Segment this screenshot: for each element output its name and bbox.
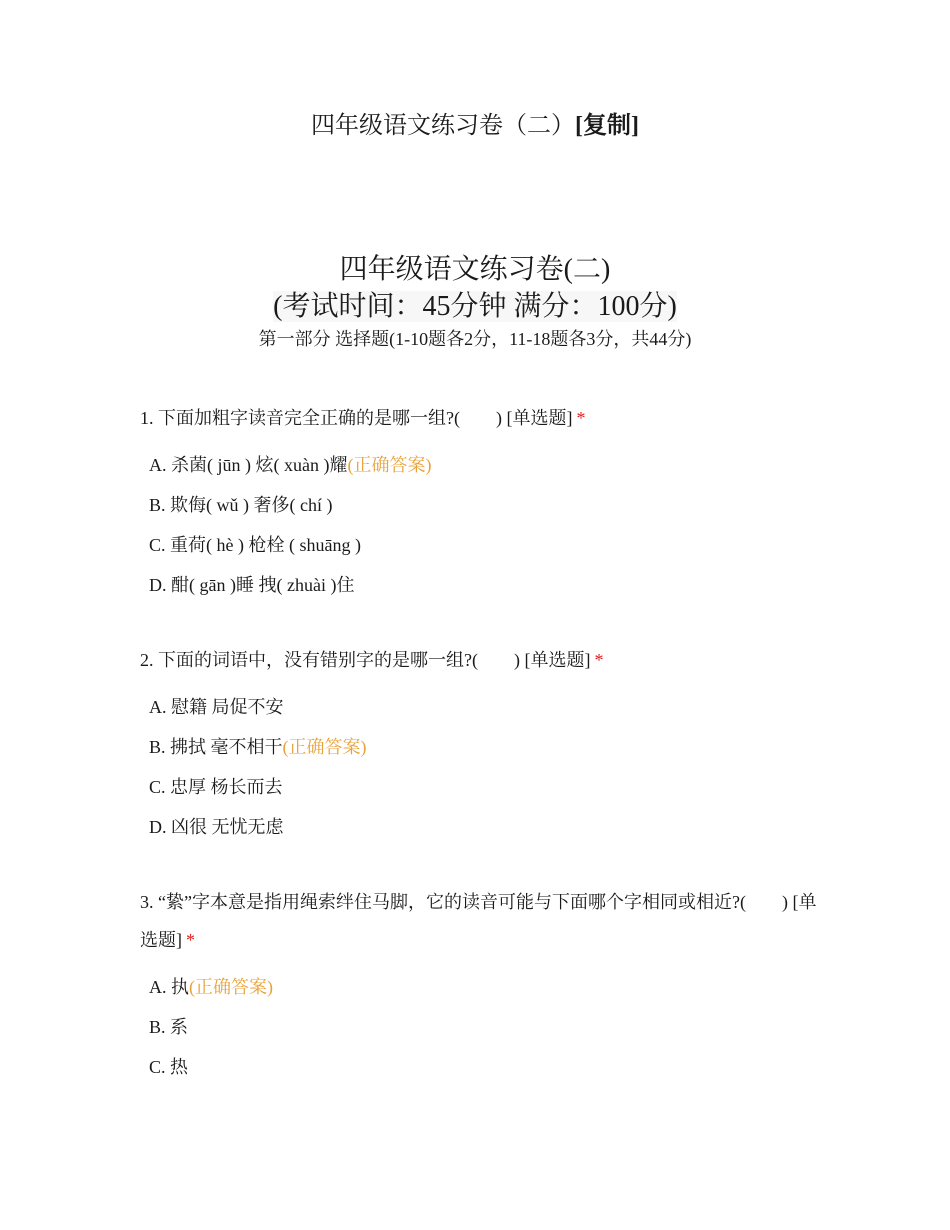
question-stem (140, 399, 820, 437)
required-mark: * (186, 930, 195, 950)
required-mark: * (576, 408, 586, 428)
question-2 (140, 641, 820, 847)
question-text: 1. 下面加粗字读音完全正确的是哪一组?( ) (140, 408, 502, 428)
question-1 (140, 399, 820, 605)
question-text: 2. 下面的词语中，没有错别字的是哪一组?( ) (140, 650, 520, 670)
option-text: C. 热 (149, 1057, 189, 1077)
option-text: A. 杀菌( jūn ) 炫( xuàn )耀 (149, 455, 348, 475)
question-type-label: [单选题] (524, 650, 591, 670)
exam-title: 四年级语文练习卷(二) (339, 254, 611, 285)
required-mark: * (594, 650, 604, 670)
correct-answer-tag: (正确答案) (189, 977, 273, 997)
option-list (140, 445, 820, 605)
option-c[interactable] (149, 767, 820, 807)
option-text: A. 慰籍 局促不安 (149, 697, 284, 717)
exam-subtitle-text: (考试时间：45分钟 满分：100分) (273, 291, 677, 322)
option-text: B. 欺侮( wǔ ) 奢侈( chí ) (149, 495, 333, 515)
option-a[interactable] (149, 967, 820, 1007)
page-title (0, 109, 950, 143)
question-type-label: [单选题] (140, 892, 817, 950)
option-a[interactable] (149, 445, 820, 485)
option-text: D. 酣( gān )睡 拽( zhuài )住 (149, 575, 355, 595)
option-text: A. 执 (149, 977, 189, 997)
option-text: B. 拂拭 毫不相干 (149, 737, 283, 757)
option-d[interactable] (149, 807, 820, 847)
option-b[interactable] (149, 1007, 820, 1047)
question-text: 3. “絷”字本意是指用绳索绊住马脚，它的读音可能与下面哪个字相同或相近?( ) (140, 892, 788, 912)
option-text: B. 系 (149, 1017, 189, 1037)
question-stem (140, 641, 820, 679)
option-text: C. 重荷( hè ) 枪栓 ( shuāng ) (149, 535, 361, 555)
option-b[interactable] (149, 727, 820, 767)
option-list (140, 687, 820, 847)
question-type-label: [单选题] (506, 408, 573, 428)
correct-answer-tag: (正确答案) (282, 737, 367, 757)
question-stem (140, 883, 820, 959)
option-text: C. 忠厚 杨长而去 (149, 777, 283, 797)
option-a[interactable] (149, 687, 820, 727)
page-title-text: 四年级语文练习卷（二） (311, 113, 575, 139)
section-heading: 第一部分 选择题(1-10题各2分，11-18题各3分，共44分) (258, 329, 692, 349)
option-d[interactable] (149, 565, 820, 605)
option-c[interactable] (149, 525, 820, 565)
option-c[interactable] (149, 1047, 820, 1087)
option-b[interactable] (149, 485, 820, 525)
copy-link[interactable]: [复制] (575, 113, 639, 139)
option-text: D. 凶很 无忧无虑 (149, 817, 284, 837)
question-3 (140, 883, 820, 1087)
option-list (140, 967, 820, 1087)
exam-subtitle (0, 289, 950, 325)
correct-answer-tag: (正确答案) (347, 455, 432, 475)
